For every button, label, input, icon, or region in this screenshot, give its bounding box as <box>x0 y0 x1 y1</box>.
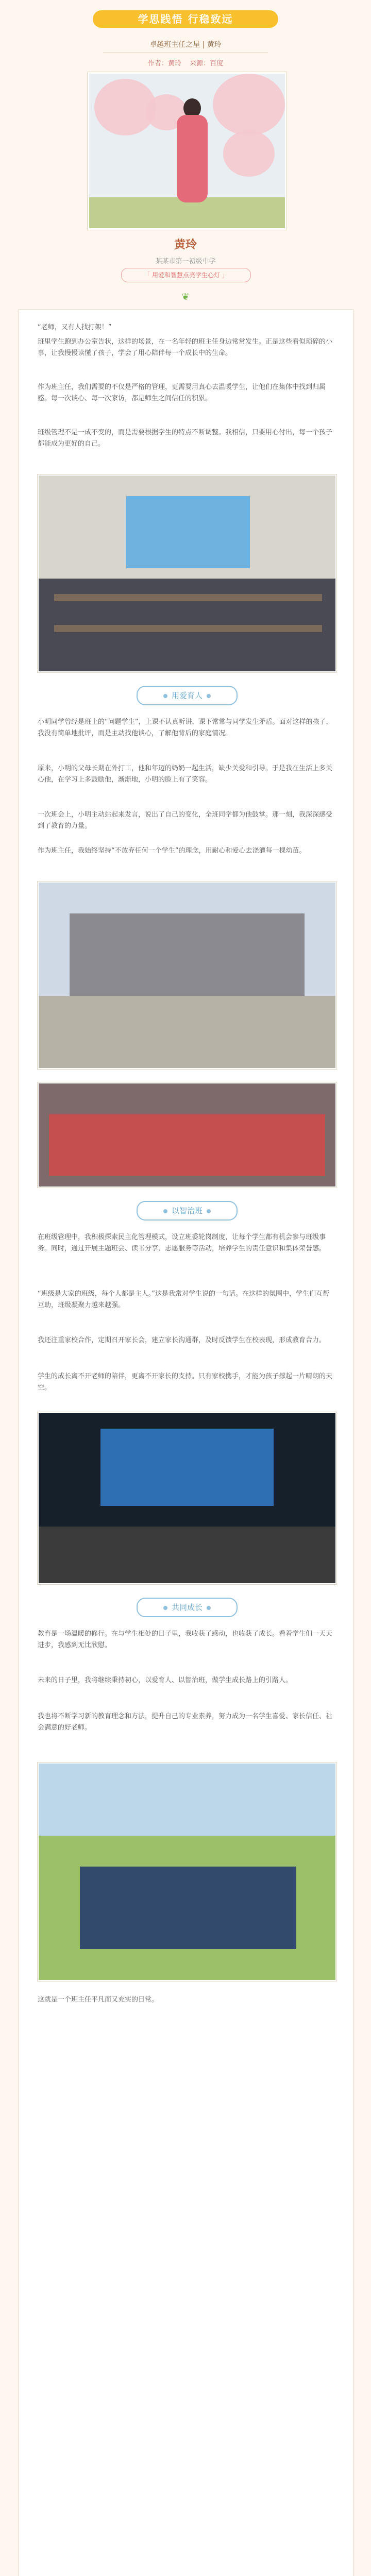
section2-paragraph: 我还注重家校合作，定期召开家长会，建立家长沟通群，及时反馈学生在校表现，形成教育合力。 <box>38 1336 326 1344</box>
stage-photo <box>38 1412 336 1584</box>
article-meta <box>0 58 371 67</box>
section2-paragraph: 在班级管理中，我积极探索民主化管理模式，设立班委轮岗制度，让每个学生都有机会参与班级事务。同时，通过开展主题班会、读书分享、志愿服务等活动，培养学生的责任意识和集体荣誉感。 <box>38 1233 326 1252</box>
section-tag-1: 用爱育人 <box>137 686 238 705</box>
intro-quote: “老师，又有人找打架！” <box>38 324 112 331</box>
intro-paragraph: 作为班主任，我们需要的不仅是严格的管理，更需要用真心去温暖学生，让他们在集体中找到归属感。每一次谈心、每一次家访，都是师生之间信任的积累。 <box>38 383 326 402</box>
section1-paragraph: 小明同学曾经是班上的“问题学生”，上课不认真听讲，课下常常与同学发生矛盾。面对这样的孩子，我没有简单地批评，而是主动找他谈心，了解他背后的家庭情况。 <box>38 718 333 737</box>
section1-paragraph: 作为班主任，我始终坚持“不放弃任何一个学生”的理念，用耐心和爱心去浇灌每一棵幼苗。 <box>38 847 306 855</box>
group-photo <box>38 1082 336 1188</box>
profile-photo <box>88 72 286 230</box>
section1-paragraph: 一次班会上，小明主动站起来发言，说出了自己的变化，全班同学都为他鼓掌。那一刻，我深深感受到了教育的力量。 <box>38 811 333 830</box>
section3-paragraph: 教育是一场温暖的修行。在与学生相处的日子里，我收获了感动，也收获了成长。看着学生们一天天进步，我感到无比欣慰。 <box>38 1630 333 1649</box>
outdoor-group-photo <box>38 1762 336 1981</box>
leaf-icon: ❦ <box>181 292 190 302</box>
section3-paragraph: 这就是一个班主任平凡而又充实的日常。 <box>38 1996 159 2004</box>
teacher-motto: 「 用爱和智慧点亮学生心灯 」 <box>121 268 251 282</box>
intro-paragraph: 班级管理不是一成不变的，而是需要根据学生的特点不断调整。我相信，只要用心付出，每一个孩子都能成为更好的自己。 <box>38 429 333 448</box>
section1-paragraph: 原来，小明的父母长期在外打工，他和年迈的奶奶一起生活，缺少关爱和引导。于是我在生活上多关心他，在学习上多鼓励他，渐渐地，小明的脸上有了笑容。 <box>38 765 333 784</box>
section-tag-2: 以智治班 <box>137 1201 238 1221</box>
author: 作者：黄玲 <box>147 60 181 67</box>
section3-paragraph: 我也将不断学习新的教育理念和方法，提升自己的专业素养，努力成为一名学生喜爱、家长信任、社会满意的好老师。 <box>38 1713 333 1732</box>
teacher-school: 某某市第一初级中学 <box>155 258 216 265</box>
classroom-photo <box>38 474 336 672</box>
section-tag-3: 共同成长 <box>137 1598 238 1617</box>
header-subtitle: 卓越班主任之星 | 黄玲 <box>149 41 222 49</box>
section2-paragraph: 学生的成长离不开老师的陪伴，更离不开家长的支持。只有家校携手，才能为孩子撑起一片晴朗的天空。 <box>38 1372 333 1392</box>
section3-paragraph: 未来的日子里，我将继续秉持初心，以爱育人、以智治班，做学生成长路上的引路人。 <box>38 1676 293 1684</box>
intro-paragraph: 班里学生跑到办公室告状，这样的场景，在一名年轻的班主任身边常常发生。正是这些看似琐碎的小事，让我慢慢读懂了孩子，学会了用心陪伴每一个成长中的生命。 <box>38 338 333 357</box>
section2-paragraph: “班级是大家的班级，每个人都是主人。”这是我常对学生说的一句话。在这样的氛围中，学生们互帮互助，班级凝聚力越来越强。 <box>38 1290 329 1309</box>
header-banner: 学思践悟 行稳致远 <box>93 10 278 28</box>
source: 来源：百度 <box>190 60 224 67</box>
teacher-name: 黄玲 <box>174 239 197 251</box>
school-building-photo <box>38 882 336 1069</box>
content-card <box>19 309 353 2576</box>
